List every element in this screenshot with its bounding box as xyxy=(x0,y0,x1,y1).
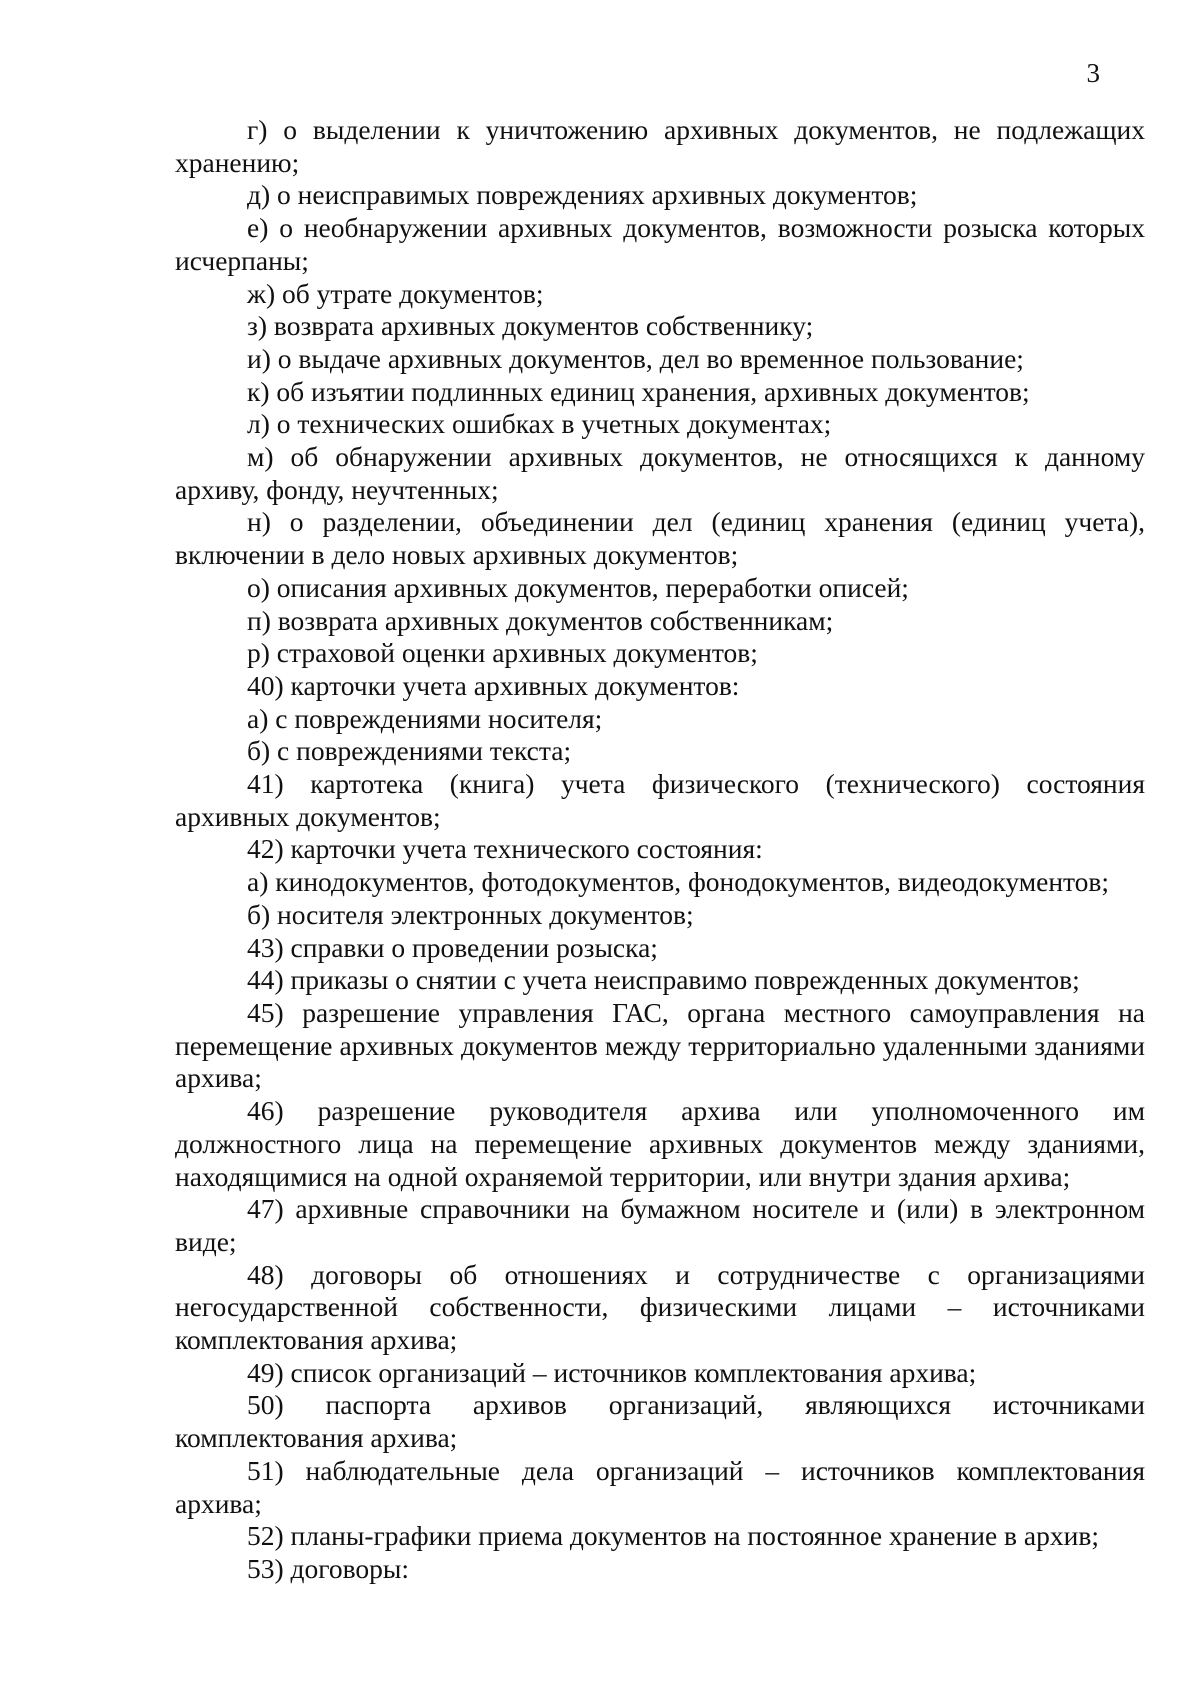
paragraph-g: г) о выделении к уничтожению архивных документов, не подлежащих хранению; xyxy=(175,114,1145,178)
paragraph-n: н) о разделении, объединении дел (единиц хранения (единиц учета), включении в дело новых архивных документов; xyxy=(175,506,1145,571)
paragraph-48: 48) договоры об отношениях и сотрудничестве с организациями негосударственной собственности, физическими лицами – источниками комплектования архива; xyxy=(175,1258,1145,1356)
paragraph-42-a: а) кинодокументов, фотодокументов, фонодокументов, видеодокументов; xyxy=(247,866,1110,898)
paragraph-i: и) о выдаче архивных документов, дел во временное пользование; xyxy=(247,342,1024,374)
paragraph-43: 43) справки о проведении розыска; xyxy=(247,931,658,963)
paragraph-k: к) об изъятии подлинных единиц хранения, архивных документов; xyxy=(247,375,1030,407)
paragraph-49: 49) список организаций – источников комплектования архива; xyxy=(247,1356,977,1388)
paragraph-p: п) возврата архивных документов собственникам; xyxy=(247,604,834,636)
paragraph-44: 44) приказы о снятии с учета неисправимо поврежденных документов; xyxy=(247,964,1080,996)
paragraph-r: р) страховой оценки архивных документов; xyxy=(247,637,758,669)
paragraph-53: 53) договоры: xyxy=(247,1552,410,1584)
paragraph-40-a: а) с повреждениями носителя; xyxy=(247,702,603,734)
paragraph-47: 47) архивные справочники на бумажном носителе и (или) в электронном виде; xyxy=(175,1193,1145,1257)
paragraph-m: м) об обнаружении архивных документов, не относящихся к данному архиву, фонду, неучтенных; xyxy=(175,441,1145,505)
paragraph-l: л) о технических ошибках в учетных документах; xyxy=(247,408,832,440)
document-body xyxy=(175,114,1145,1586)
paragraph-41: 41) картотека (книга) учета физического (технического) состояния архивных документов; xyxy=(175,768,1145,832)
paragraph-51: 51) наблюдательные дела организаций – источников комплектования архива; xyxy=(175,1454,1145,1519)
paragraph-e: е) о необнаружении архивных документов, возможности розыска которых исчерпаны; xyxy=(175,212,1145,276)
paragraph-40-b: б) с повреждениями текста; xyxy=(247,735,572,767)
paragraph-45: 45) разрешение управления ГАС, органа местного самоуправления на перемещение архивных документов между территориально удаленными зданиями архива; xyxy=(175,996,1145,1094)
paragraph-d: д) о неисправимых повреждениях архивных документов; xyxy=(247,179,918,211)
paragraph-z: з) возврата архивных документов собственнику; xyxy=(247,310,814,342)
paragraph-52: 52) планы-графики приема документов на постоянное хранение в архив; xyxy=(247,1520,1099,1552)
paragraph-50: 50) паспорта архивов организаций, являющихся источниками комплектования архива; xyxy=(175,1389,1145,1454)
paragraph-zh: ж) об утрате документов; xyxy=(247,277,544,309)
paragraph-o: о) описания архивных документов, переработки описей; xyxy=(247,571,909,603)
page-number: 3 xyxy=(1086,58,1100,88)
paragraph-40: 40) карточки учета архивных документов: xyxy=(247,669,740,701)
paragraph-42-b: б) носителя электронных документов; xyxy=(247,898,694,930)
paragraph-42: 42) карточки учета технического состояния: xyxy=(247,833,763,865)
paragraph-46: 46) разрешение руководителя архива или уполномоченного им должностного лица на перемещение архивных документов между зданиями, находящимися на одной охраняемой территории, или внутри здания архива; xyxy=(175,1095,1145,1192)
